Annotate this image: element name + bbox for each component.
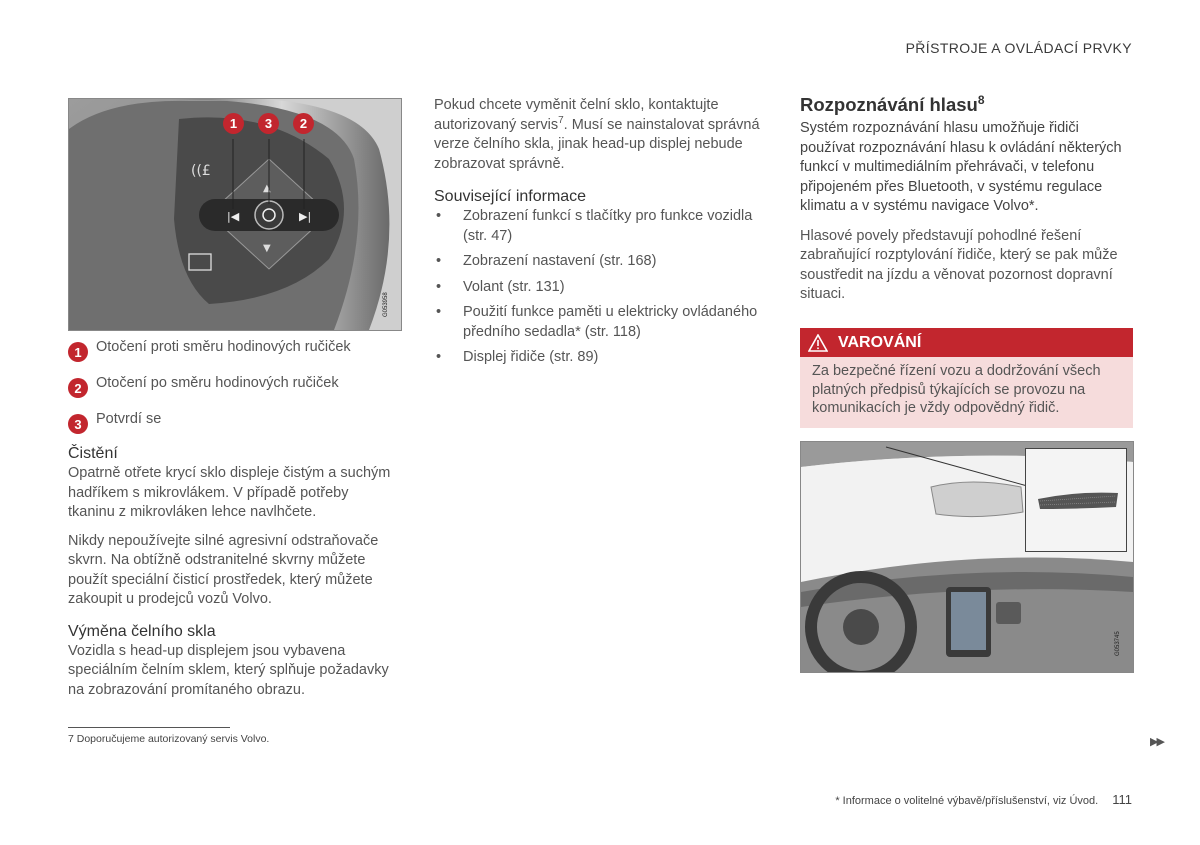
page-footer [835,792,1132,807]
related-links-list [434,207,768,368]
windshield-heading: Výměna čelního skla [68,622,216,640]
image-code: G053745 [1115,631,1121,656]
windshield-paragraph: Vozidla s head-up displejem jsou vybavena speciálním čelním sklem, který splňuje požadavky na zobrazování promítaného obrazu. [68,642,389,698]
callout-number: 1 [68,342,88,362]
related-link[interactable]: • Použití funkce paměti u elektricky ovládaného předního sedadla* (str. 118) [434,303,768,342]
callout-list [68,339,408,434]
callout-item [68,375,408,398]
marker-1: 1 [223,113,244,134]
callout-item [68,339,408,362]
paragraph-text: . Musí se nainstalovat správná verze čelního skla, jinak head-up displej nebude zobrazovat správně. [434,116,760,172]
marker-3: 3 [258,113,279,134]
footnote-ref-8: 8 [977,92,985,107]
svg-text:▶|: ▶| [299,210,312,223]
optional-equipment-note: * Informace o volitelné výbavě/příslušenství, viz Úvod. [835,795,1099,807]
marker-2: 2 [293,113,314,134]
related-link[interactable]: • Volant (str. 131) [434,278,768,298]
svg-text:|◀: |◀ [227,210,240,223]
callout-text: Otočení proti směru hodinových ručiček [96,339,351,355]
car-interior-illustration [800,441,1134,673]
cleaning-paragraph-1: Opatrně otřete krycí sklo displeje čistým a suchým hadříkem s mikrovlákem. V případě potřeby tkaninu z mikrovláken lehce navlhčete. [68,465,391,520]
heading-text: Rozpoznávání hlasu [800,94,978,115]
callout-text: Otočení po směru hodinových ručiček [96,375,339,391]
cleaning-paragraph-2: Nikdy nepoužívejte silné agresivní odstraňovače skvrn. Na obtížně odstranitelné skvrny můžete použít speciální čisticí prostředek, který můžete zakoupit u prodejců vozů Volvo. [68,532,379,607]
column-right [800,94,1133,305]
callout-number: 2 [68,378,88,398]
steering-wheel-illustration [68,98,402,331]
microphone-grille-icon [1026,449,1126,551]
related-link[interactable]: • Zobrazení nastavení (str. 168) [434,252,768,272]
warning-header [800,328,1133,357]
callout-number: 3 [68,414,88,434]
callout-item [68,411,408,434]
footnote-ref-7: 7 [558,114,564,126]
voice-paragraph-2: Hlasové povely představují pohodlné řešení zabraňující rozptylování řidiče, který se pak může soustředit na jízdu a věnovat pozornost dopravní situaci. [800,227,1118,302]
svg-text:▲: ▲ [263,183,271,194]
related-info-heading: Související informace [434,188,587,205]
warning-text: Za bezpečné řízení vozu a dodržování všech platných předpisů týkajících se provozu na komunikacích je vždy odpovědný řidič. [800,357,1133,428]
windshield-service-paragraph [434,96,768,174]
svg-text:((£: ((£ [191,163,211,179]
column-left [68,445,398,700]
next-page-arrows-icon: ▶▶ [1150,736,1163,748]
related-link[interactable]: • Zobrazení funkcí s tlačítky pro funkce vozidla (str. 47) [434,207,768,246]
warning-triangle-icon [808,334,828,352]
cleaning-heading: Čistění [68,445,118,462]
warning-box [800,328,1133,428]
voice-recognition-heading [800,94,1133,116]
section-title: PŘÍSTROJE A OVLÁDACÍ PRVKY [905,40,1132,56]
image-code: G053958 [383,292,389,317]
voice-paragraph-1: Systém rozpoznávání hlasu umožňuje řidiči používat rozpoznávání hlasu k ovládání některých funkcí v multimediálním přehrávači, v telefonu připojeném přes Bluetooth, v systému regulace klimatu a v systému navigace Volvo*. [800,120,1122,214]
footnote-divider [68,727,230,728]
column-middle [434,96,768,374]
page-number: 111 [1112,792,1132,807]
related-link[interactable]: • Displej řidiče (str. 89) [434,348,768,368]
microphone-inset [1025,448,1127,552]
warning-label: VAROVÁNÍ [838,333,922,351]
footnote-7: 7 Doporučujeme autorizovaný servis Volvo. [68,733,270,745]
paragraph-text: Pokud chcete vyměnit čelní sklo, kontaktujte autorizovaný servis [434,97,719,133]
callout-text: Potvrdí se [96,411,162,427]
svg-text:▼: ▼ [263,243,271,254]
